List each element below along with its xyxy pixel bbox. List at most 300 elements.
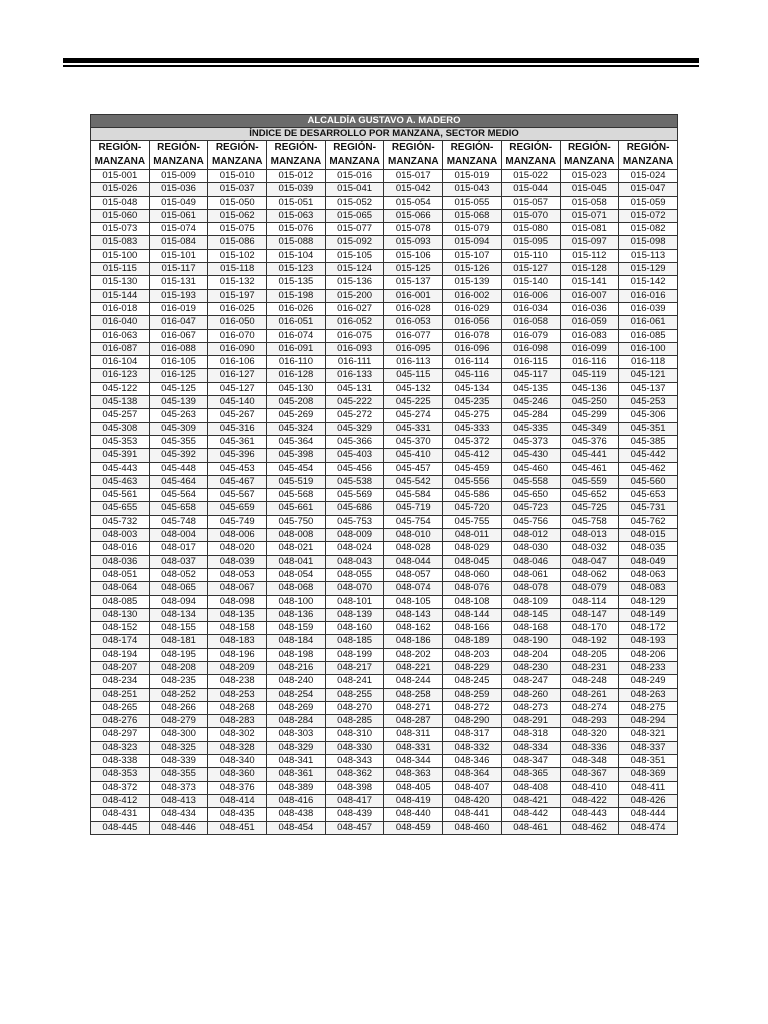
column-header: [325, 141, 384, 170]
table-cell: 015-118: [208, 263, 267, 276]
table-cell: 015-001: [91, 170, 150, 183]
table-row: [91, 263, 678, 276]
table-cell: 048-347: [501, 755, 560, 768]
table-row: [91, 475, 678, 488]
table-cell: 048-144: [443, 608, 502, 621]
column-header-line1: REGIÓN-: [215, 142, 259, 153]
table-cell: 048-160: [325, 622, 384, 635]
table-cell: 048-129: [619, 595, 678, 608]
table-cell: 045-650: [501, 489, 560, 502]
table-cell: 048-241: [325, 675, 384, 688]
column-header-line2: MANZANA: [505, 156, 556, 167]
table-cell: 015-077: [325, 223, 384, 236]
table-cell: 015-071: [560, 209, 619, 222]
table-cell: 045-453: [208, 462, 267, 475]
table-cell: 048-419: [384, 794, 443, 807]
table-row: [91, 196, 678, 209]
column-header-line1: REGIÓN-: [450, 142, 494, 153]
table-cell: 015-009: [149, 170, 208, 183]
table-cell: 048-028: [384, 542, 443, 555]
table-cell: 048-194: [91, 648, 150, 661]
table-cell: 048-004: [149, 529, 208, 542]
table-cell: 016-059: [560, 316, 619, 329]
table-cell: 048-252: [149, 688, 208, 701]
table-cell: 015-060: [91, 209, 150, 222]
table-cell: 048-108: [443, 595, 502, 608]
table-cell: 015-037: [208, 183, 267, 196]
table-row: [91, 821, 678, 834]
table-cell: 015-083: [91, 236, 150, 249]
table-cell: 048-421: [501, 794, 560, 807]
table-cell: 045-396: [208, 449, 267, 462]
table-cell: 045-370: [384, 435, 443, 448]
table-cell: 015-050: [208, 196, 267, 209]
table-row: [91, 728, 678, 741]
table-cell: 045-134: [443, 382, 502, 395]
table-row: [91, 515, 678, 528]
table-row: [91, 529, 678, 542]
table-cell: 045-333: [443, 422, 502, 435]
table-cell: 048-321: [619, 728, 678, 741]
table-cell: 016-026: [267, 302, 326, 315]
table-cell: 048-329: [267, 741, 326, 754]
table-cell: 045-412: [443, 449, 502, 462]
table-row: [91, 409, 678, 422]
table-cell: 048-435: [208, 808, 267, 821]
table-cell: 048-063: [619, 568, 678, 581]
table-row: [91, 316, 678, 329]
table-cell: 048-032: [560, 542, 619, 555]
table-cell: 048-003: [91, 529, 150, 542]
table-cell: 048-328: [208, 741, 267, 754]
table-cell: 048-446: [149, 821, 208, 834]
table-cell: 015-097: [560, 236, 619, 249]
table-cell: 048-230: [501, 661, 560, 674]
table-cell: 045-140: [208, 396, 267, 409]
table-cell: 045-335: [501, 422, 560, 435]
table-cell: 015-055: [443, 196, 502, 209]
table-row: [91, 568, 678, 581]
table-cell: 048-166: [443, 622, 502, 635]
table-cell: 015-075: [208, 223, 267, 236]
table-cell: 015-076: [267, 223, 326, 236]
table-row: [91, 449, 678, 462]
table-cell: 048-258: [384, 688, 443, 701]
table-cell: 048-054: [267, 568, 326, 581]
table-row: [91, 648, 678, 661]
table-row: [91, 236, 678, 249]
table-cell: 045-755: [443, 515, 502, 528]
column-header: [267, 141, 326, 170]
table-cell: 015-026: [91, 183, 150, 196]
table-cell: 045-652: [560, 489, 619, 502]
table-cell: 048-183: [208, 635, 267, 648]
table-cell: 048-373: [149, 781, 208, 794]
column-header-line2: MANZANA: [270, 156, 322, 167]
table-cell: 015-052: [325, 196, 384, 209]
table-cell: 015-072: [619, 209, 678, 222]
table-cell: 048-070: [325, 582, 384, 595]
table-row: [91, 502, 678, 515]
table-cell: 048-029: [443, 542, 502, 555]
table-cell: 016-110: [267, 356, 326, 369]
table-cell: 045-442: [619, 449, 678, 462]
table-cell: 045-542: [384, 475, 443, 488]
table-cell: 016-056: [443, 316, 502, 329]
table-cell: 048-044: [384, 555, 443, 568]
table-cell: 048-045: [443, 555, 502, 568]
table-cell: 015-019: [443, 170, 502, 183]
table-cell: 045-364: [267, 435, 326, 448]
table-cell: 016-116: [560, 356, 619, 369]
table-cell: 048-184: [267, 635, 326, 648]
table-row: [91, 755, 678, 768]
table-cell: 048-114: [560, 595, 619, 608]
table-cell: 048-339: [149, 755, 208, 768]
table-cell: 015-042: [384, 183, 443, 196]
table-cell: 045-457: [384, 462, 443, 475]
table-cell: 045-720: [443, 502, 502, 515]
table-cell: 048-389: [267, 781, 326, 794]
table-cell: 048-105: [384, 595, 443, 608]
table-cell: 045-121: [619, 369, 678, 382]
table-cell: 048-037: [149, 555, 208, 568]
table-cell: 045-308: [91, 422, 150, 435]
table-cell: 015-131: [149, 276, 208, 289]
table-cell: 016-115: [501, 356, 560, 369]
table-subtitle: ÍNDICE DE DESARROLLO POR MANZANA, SECTOR MEDIO: [91, 128, 678, 141]
table-cell: 015-095: [501, 236, 560, 249]
table-cell: 048-431: [91, 808, 150, 821]
table-cell: 045-559: [560, 475, 619, 488]
table-cell: 048-158: [208, 622, 267, 635]
table-cell: 016-001: [384, 289, 443, 302]
table-cell: 048-330: [325, 741, 384, 754]
table-cell: 048-136: [267, 608, 326, 621]
table-cell: 045-454: [267, 462, 326, 475]
table-cell: 016-053: [384, 316, 443, 329]
table-cell: 048-398: [325, 781, 384, 794]
table-cell: 045-560: [619, 475, 678, 488]
table-cell: 048-008: [267, 529, 326, 542]
table-row: [91, 768, 678, 781]
table-cell: 048-434: [149, 808, 208, 821]
table-cell: 045-250: [560, 396, 619, 409]
table-cell: 048-454: [267, 821, 326, 834]
table-cell: 048-130: [91, 608, 150, 621]
table-cell: 048-272: [443, 701, 502, 714]
table-cell: 045-403: [325, 449, 384, 462]
table-cell: 045-274: [384, 409, 443, 422]
table-cell: 045-139: [149, 396, 208, 409]
table-cell: 048-260: [501, 688, 560, 701]
table-cell: 048-408: [501, 781, 560, 794]
table-cell: 048-410: [560, 781, 619, 794]
table-cell: 045-750: [267, 515, 326, 528]
table-cell: 015-130: [91, 276, 150, 289]
table-cell: 045-353: [91, 435, 150, 448]
table-cell: 016-079: [501, 329, 560, 342]
table-cell: 048-445: [91, 821, 150, 834]
table-cell: 048-015: [619, 529, 678, 542]
table-cell: 048-457: [325, 821, 384, 834]
table-cell: 015-078: [384, 223, 443, 236]
table-cell: 045-653: [619, 489, 678, 502]
table-row: [91, 209, 678, 222]
table-cell: 048-323: [91, 741, 150, 754]
table-cell: 048-376: [208, 781, 267, 794]
table-cell: 048-334: [501, 741, 560, 754]
table-cell: 016-067: [149, 329, 208, 342]
table-cell: 045-361: [208, 435, 267, 448]
table-cell: 015-058: [560, 196, 619, 209]
table-cell: 015-088: [267, 236, 326, 249]
table-cell: 048-134: [149, 608, 208, 621]
table-cell: 015-081: [560, 223, 619, 236]
column-header: [619, 141, 678, 170]
table-row: [91, 369, 678, 382]
table-cell: 048-268: [208, 701, 267, 714]
table-cell: 016-098: [501, 342, 560, 355]
table-cell: 045-719: [384, 502, 443, 515]
table-cell: 045-376: [560, 435, 619, 448]
table-cell: 016-018: [91, 302, 150, 315]
table-cell: 015-098: [619, 236, 678, 249]
table-cell: 048-365: [501, 768, 560, 781]
table-cell: 048-244: [384, 675, 443, 688]
table-cell: 048-259: [443, 688, 502, 701]
table-cell: 048-190: [501, 635, 560, 648]
table-cell: 016-118: [619, 356, 678, 369]
table-cell: 015-086: [208, 236, 267, 249]
table-cell: 015-074: [149, 223, 208, 236]
table-body: [91, 170, 678, 835]
column-header-line1: REGIÓN-: [567, 142, 611, 153]
table-cell: 016-093: [325, 342, 384, 355]
table-cell: 048-011: [443, 529, 502, 542]
table-cell: 045-115: [384, 369, 443, 382]
table-cell: 048-074: [384, 582, 443, 595]
table-cell: 045-430: [501, 449, 560, 462]
table-row: [91, 289, 678, 302]
table-cell: 015-142: [619, 276, 678, 289]
table-cell: 048-276: [91, 715, 150, 728]
table-cell: 048-208: [149, 661, 208, 674]
table-cell: 016-034: [501, 302, 560, 315]
table-cell: 048-459: [384, 821, 443, 834]
table-cell: 016-077: [384, 329, 443, 342]
table-cell: 048-147: [560, 608, 619, 621]
table-row: [91, 661, 678, 674]
table-cell: 016-105: [149, 356, 208, 369]
table-cell: 048-193: [619, 635, 678, 648]
table-cell: 045-138: [91, 396, 150, 409]
table-cell: 045-116: [443, 369, 502, 382]
table-cell: 015-057: [501, 196, 560, 209]
table-cell: 048-076: [443, 582, 502, 595]
table-cell: 048-172: [619, 622, 678, 635]
column-header-line2: MANZANA: [622, 156, 674, 167]
table-cell: 045-448: [149, 462, 208, 475]
table-cell: 048-205: [560, 648, 619, 661]
table-cell: 048-279: [149, 715, 208, 728]
table-cell: 048-098: [208, 595, 267, 608]
table-cell: 048-043: [325, 555, 384, 568]
table-cell: 015-039: [267, 183, 326, 196]
table-cell: 048-016: [91, 542, 150, 555]
column-header: [501, 141, 560, 170]
table-cell: 048-067: [208, 582, 267, 595]
table-cell: 045-723: [501, 502, 560, 515]
table-cell: 045-272: [325, 409, 384, 422]
table-cell: 048-078: [501, 582, 560, 595]
table-cell: 045-136: [560, 382, 619, 395]
table-cell: 048-273: [501, 701, 560, 714]
table-cell: 015-141: [560, 276, 619, 289]
table-row: [91, 170, 678, 183]
table-cell: 016-002: [443, 289, 502, 302]
table-cell: 048-293: [560, 715, 619, 728]
table-cell: 048-361: [267, 768, 326, 781]
table-cell: 015-198: [267, 289, 326, 302]
table-cell: 016-007: [560, 289, 619, 302]
table-cell: 016-047: [149, 316, 208, 329]
table-cell: 045-324: [267, 422, 326, 435]
table-row: [91, 342, 678, 355]
table-cell: 048-047: [560, 555, 619, 568]
table-cell: 045-373: [501, 435, 560, 448]
table-cell: 048-441: [443, 808, 502, 821]
table-cell: 048-271: [384, 701, 443, 714]
table-cell: 048-030: [501, 542, 560, 555]
table-cell: 048-195: [149, 648, 208, 661]
table-cell: 015-068: [443, 209, 502, 222]
table-cell: 048-170: [560, 622, 619, 635]
table-cell: 016-123: [91, 369, 150, 382]
table-cell: 048-135: [208, 608, 267, 621]
table-cell: 048-174: [91, 635, 150, 648]
table-cell: 048-068: [267, 582, 326, 595]
table-cell: 045-731: [619, 502, 678, 515]
table-cell: 045-117: [501, 369, 560, 382]
table-cell: 016-028: [384, 302, 443, 315]
table-cell: 016-058: [501, 316, 560, 329]
table-cell: 048-101: [325, 595, 384, 608]
column-header: [560, 141, 619, 170]
table-cell: 048-348: [560, 755, 619, 768]
table-cell: 045-564: [149, 489, 208, 502]
table-cell: 015-023: [560, 170, 619, 183]
table-cell: 048-061: [501, 568, 560, 581]
table-cell: 045-122: [91, 382, 150, 395]
table-cell: 045-410: [384, 449, 443, 462]
table-cell: 015-144: [91, 289, 150, 302]
table-cell: 015-129: [619, 263, 678, 276]
table-cell: 015-110: [501, 249, 560, 262]
table-row: [91, 635, 678, 648]
table-cell: 045-467: [208, 475, 267, 488]
table-cell: 048-149: [619, 608, 678, 621]
table-cell: 048-139: [325, 608, 384, 621]
table-cell: 015-137: [384, 276, 443, 289]
table-row: [91, 595, 678, 608]
table-row: [91, 302, 678, 315]
column-header: [443, 141, 502, 170]
table-cell: 048-416: [267, 794, 326, 807]
table-cell: 048-247: [501, 675, 560, 688]
table-cell: 048-231: [560, 661, 619, 674]
table-cell: 048-254: [267, 688, 326, 701]
table-cell: 015-024: [619, 170, 678, 183]
table-cell: 048-283: [208, 715, 267, 728]
table-cell: 048-414: [208, 794, 267, 807]
table-cell: 045-758: [560, 515, 619, 528]
table-cell: 048-017: [149, 542, 208, 555]
table-cell: 045-748: [149, 515, 208, 528]
table-cell: 045-137: [619, 382, 678, 395]
table-cell: 015-200: [325, 289, 384, 302]
table-cell: 015-065: [325, 209, 384, 222]
table-cell: 048-318: [501, 728, 560, 741]
table-cell: 048-083: [619, 582, 678, 595]
header-rule-thin: [63, 65, 699, 67]
table-cell: 015-080: [501, 223, 560, 236]
table-cell: 048-291: [501, 715, 560, 728]
table-cell: 048-020: [208, 542, 267, 555]
table-cell: 048-439: [325, 808, 384, 821]
table-cell: 015-106: [384, 249, 443, 262]
table-cell: 048-417: [325, 794, 384, 807]
table-cell: 048-062: [560, 568, 619, 581]
table-cell: 015-022: [501, 170, 560, 183]
table-cell: 015-104: [267, 249, 326, 262]
table-cell: 045-306: [619, 409, 678, 422]
table-cell: 045-659: [208, 502, 267, 515]
table-row: [91, 608, 678, 621]
table-cell: 015-041: [325, 183, 384, 196]
table-cell: 045-398: [267, 449, 326, 462]
table-cell: 048-255: [325, 688, 384, 701]
table-cell: 048-021: [267, 542, 326, 555]
table-cell: 016-019: [149, 302, 208, 315]
table-cell: 016-027: [325, 302, 384, 315]
table-cell: 048-294: [619, 715, 678, 728]
table-cell: 015-079: [443, 223, 502, 236]
table-cell: 048-284: [267, 715, 326, 728]
table-cell: 048-290: [443, 715, 502, 728]
table-cell: 048-196: [208, 648, 267, 661]
table-cell: 045-246: [501, 396, 560, 409]
table-cell: 045-131: [325, 382, 384, 395]
table-cell: 048-240: [267, 675, 326, 688]
table-cell: 045-253: [619, 396, 678, 409]
table-row: [91, 223, 678, 236]
table-cell: 048-006: [208, 529, 267, 542]
table-row: [91, 542, 678, 555]
table-row: [91, 276, 678, 289]
table-cell: 016-074: [267, 329, 326, 342]
table-cell: 048-351: [619, 755, 678, 768]
table-cell: 048-474: [619, 821, 678, 834]
table-cell: 048-353: [91, 768, 150, 781]
table-cell: 048-363: [384, 768, 443, 781]
table-cell: 048-036: [91, 555, 150, 568]
table-cell: 015-123: [267, 263, 326, 276]
table-cell: 016-025: [208, 302, 267, 315]
table-row: [91, 396, 678, 409]
column-header-line1: REGIÓN-: [509, 142, 553, 153]
table-cell: 045-391: [91, 449, 150, 462]
